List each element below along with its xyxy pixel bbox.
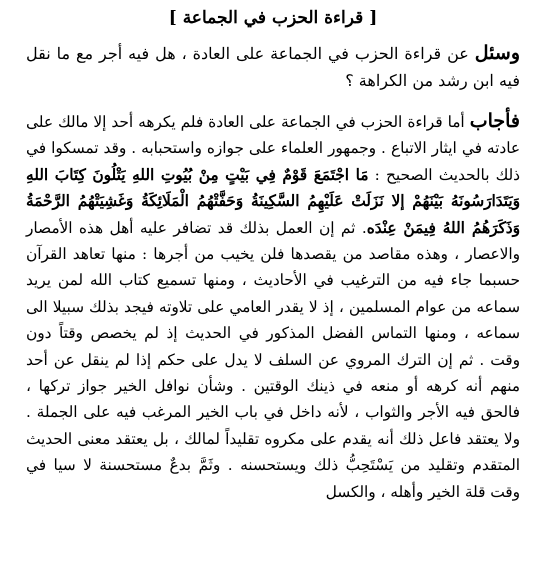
- section-title: [ قراءة الحزب في الجماعة ]: [168, 8, 378, 28]
- answer-lead: فأجاب: [469, 110, 520, 132]
- question-paragraph: [26, 40, 520, 94]
- question-text: عن قراءة الحزب في الجماعة على العادة ، هل فيه أجر مع ما نقل فيه ابن رشد من الكراهة ؟: [26, 44, 520, 90]
- hadith-quote: مَا اجْتَمَعَ قَوْمٌ فِي بَيْتٍ مِنْ بُيُوتِ اللهِ يَتْلُونَ كِتَابَ اللهِ وَيَتَدَارَسُونَهُ بَيْنَهُمْ إلا نَزَلَتْ عَلَيْهِمُ السَّكِينَةُ وَحَفَّتْهُمُ الْمَلَائِكَةُ وَغَشِيَتْهُمُ الرَّحْمَةُ وَذَكَرَهُمُ اللهُ فِيمَنْ عِنْدَه: [26, 165, 520, 237]
- answer-text-before: أما قراءة الحزب في الجماعة على العادة فلم يكرهه أحد إلا مالك على عادته في ايثار الاتباع . وجمهور العلماء على جوازه واستحبابه . وقد تمسكوا في ذلك بالحديث الصحيح :: [26, 113, 520, 184]
- question-lead: وسئل: [474, 42, 520, 64]
- document-page: [26, 6, 520, 505]
- answer-text-after: . ثم إن العمل بذلك قد تضافر عليه أهل هذه الأمصار والاعصار ، وهذه مقاصد من يقصدها فلن يخيب من أجرها : منها تعاهد القرآن حسبما جاء فيه من الترغيب في الأحاديث ، ومنها تسميع كتاب الله لمن يريد سماعه من عوام المسلمين ، إذ لا يقدر العامي على تلاوته فيجد بذلك سبيلا الى سماعه ، ومنها التماس الفضل المذكور في الحديث إذ لم يخصص وقتاً دون وقت . ثم إن الترك المروي عن السلف لا يدل على حكم إذا لم ينقل عن أحد منهم أنه كرهه أو منعه في ذينك الوقتين . وشأن نوافل الخير جواز تركها ، فالحق فيه الأجر والثواب ، لأنه داخل في باب الخير المرغب فيه على الجملة . ولا يعتقد فاعل ذلك أنه يقدم على مكروه تقليداً لمالك ، بل يعتقد معنى الحديث المتقدم وتقليد من يَسْتَحِبُّ ذلك ويستحسنه . وثَمَّ بدعٌ مستحسنة لا سيا في وقت قلة الخير وأهله ، والكسل: [26, 218, 520, 501]
- answer-paragraph: [26, 108, 520, 505]
